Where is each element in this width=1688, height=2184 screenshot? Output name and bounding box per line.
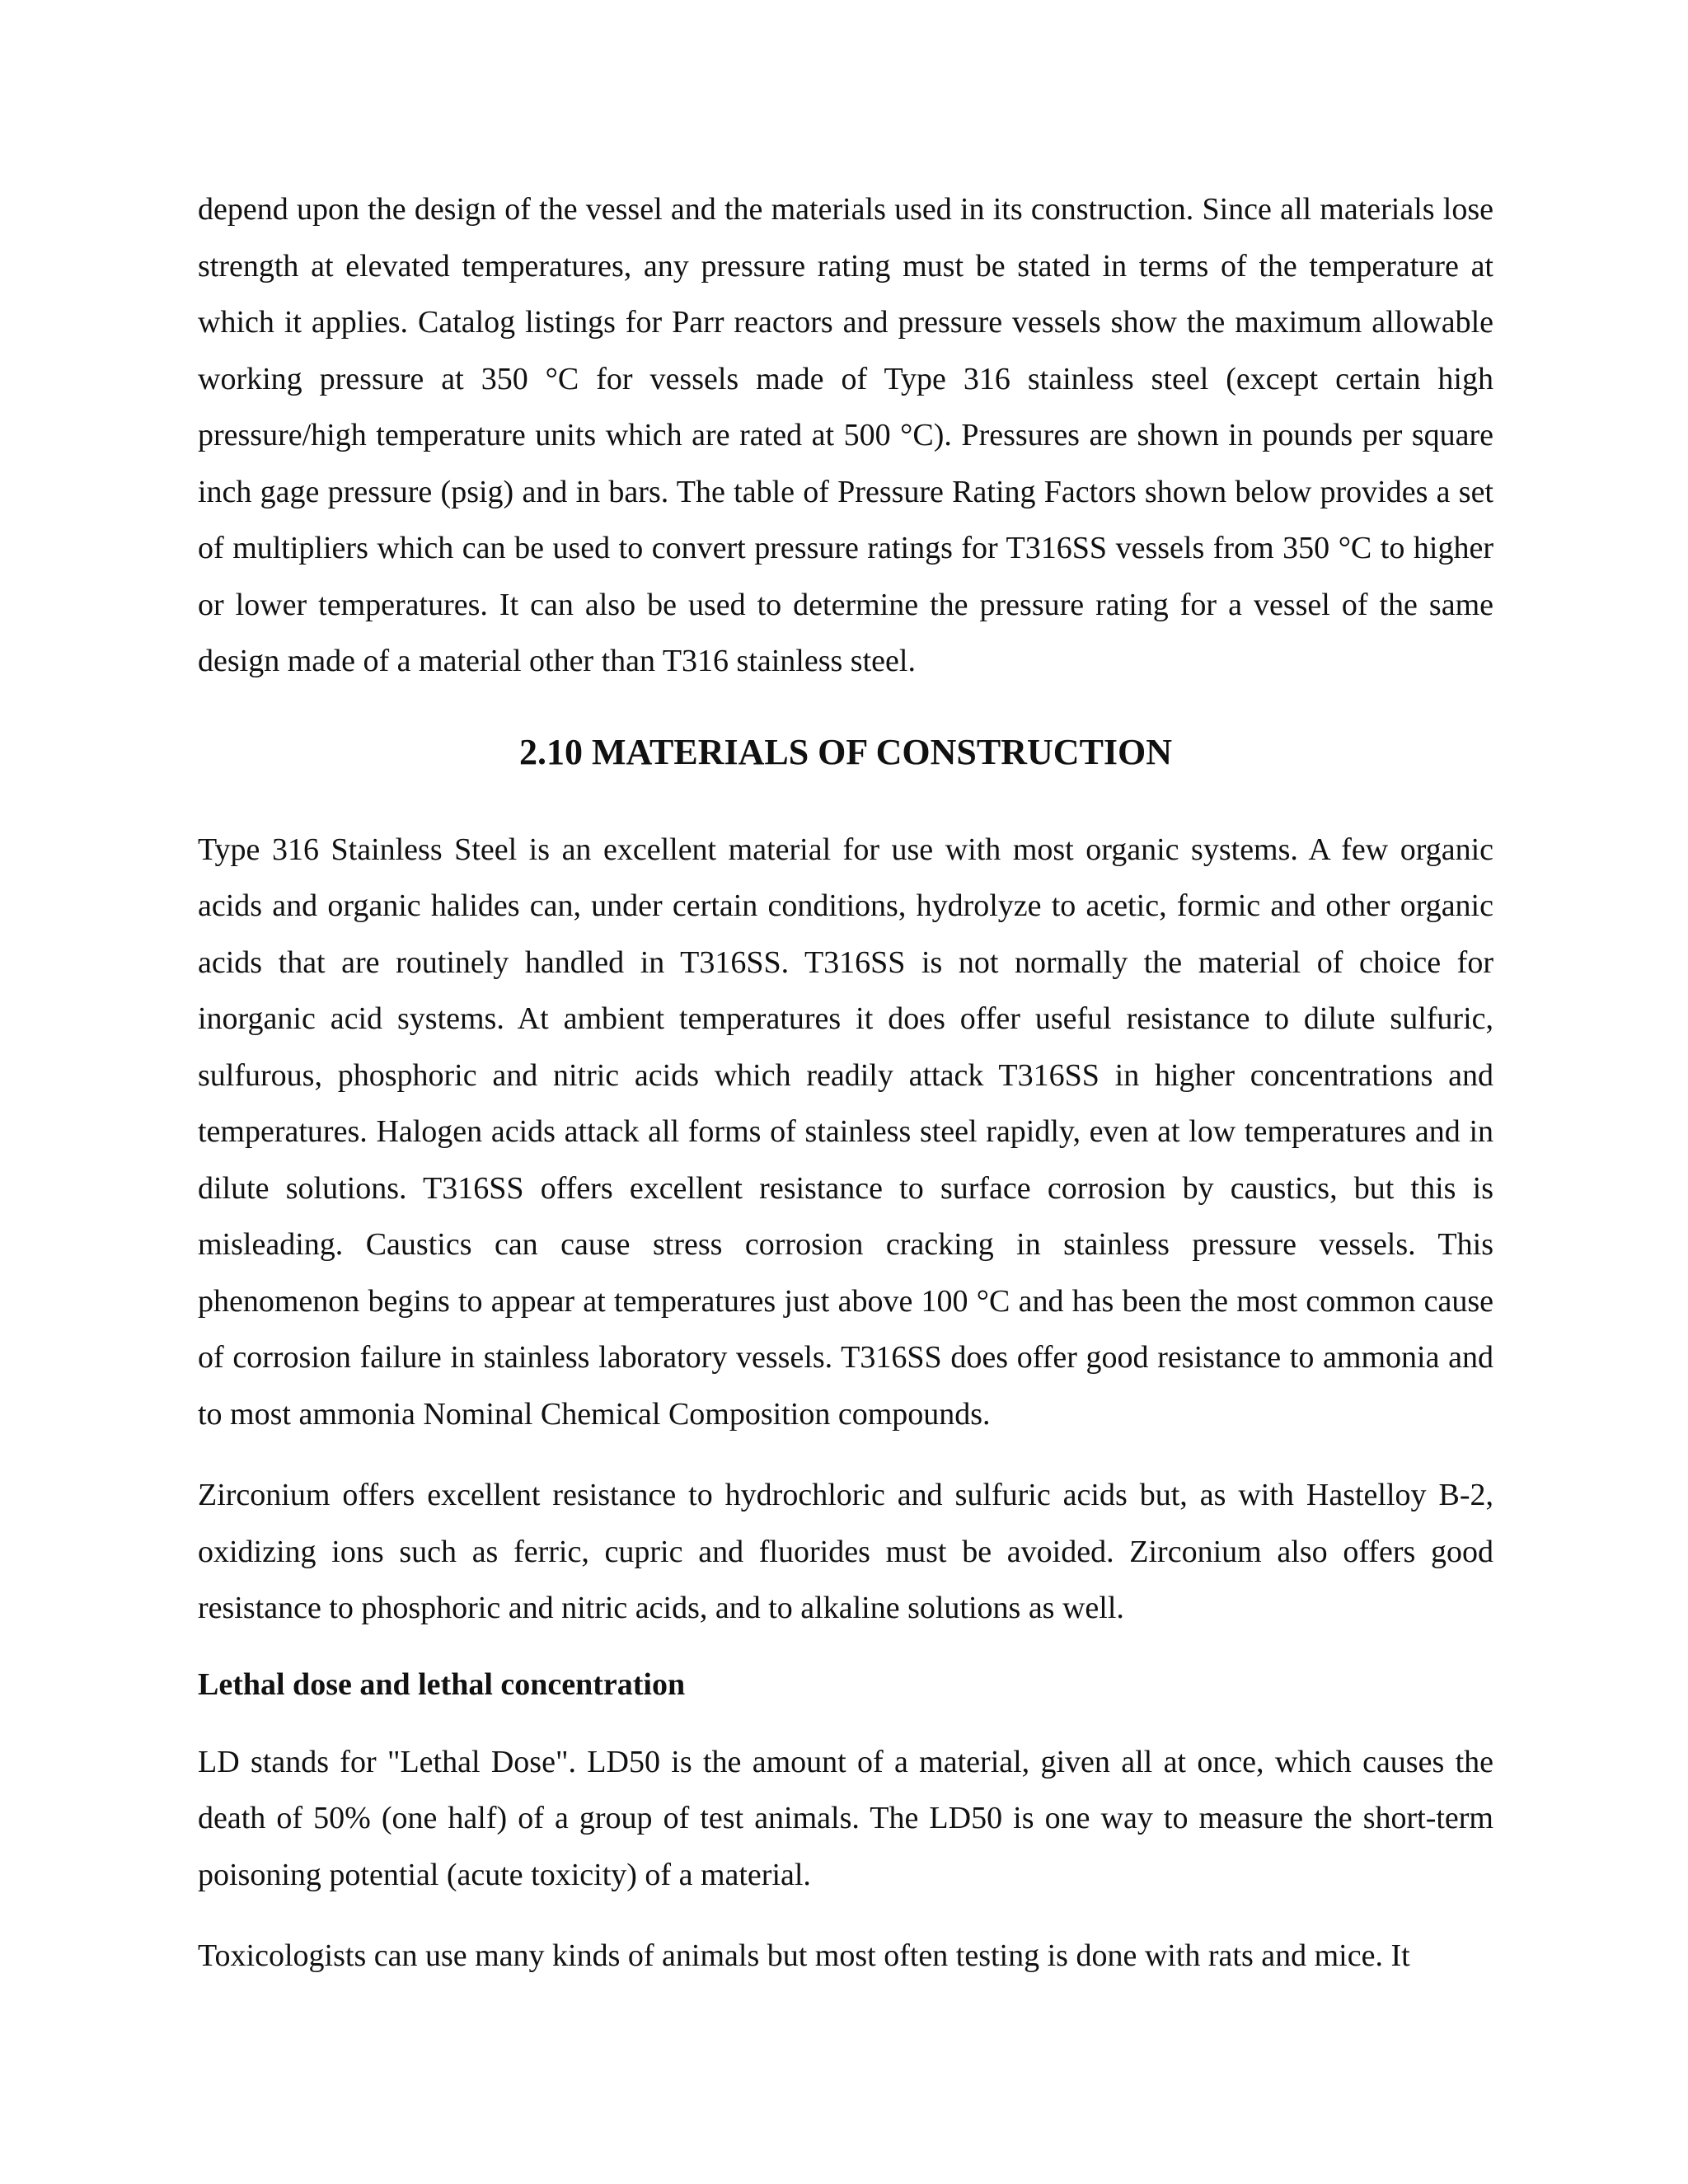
toxicologists-paragraph: Toxicologists can use many kinds of animals but most often testing is done with rats and mice. It [198, 1938, 1410, 1973]
intro-paragraph: depend upon the design of the vessel and the materials used in its construction. Since all materials lose strength at elevated temperatures, any pressure rating must be stated in terms of the temperature at which it applies. Catalog listings for Parr reactors and pressure vessels show the maximum allowable working pressure at 350 °C for vessels made of Type 316 stainless steel (except certain high pressure/high temperature units which are rated at 500 °C). Pressures are shown in pounds per square inch gage pressure (psig) and in bars. The table of Pressure Rating Factors shown below provides a set of multipliers which can be used to convert pressure ratings for T316SS vessels from 350 °C to higher or lower temperatures. It can also be used to determine the pressure rating for a vessel of the same design made of a material other than T316 stainless steel. [198, 192, 1493, 678]
section-heading: 2.10 MATERIALS OF CONSTRUCTION [518, 731, 1173, 772]
materials-paragraph-2: Zirconium offers excellent resistance to hydrochloric and sulfuric acids but, as with Hastelloy B-2, oxidizing ions such as ferric, cupric and fluorides must be avoided. Zirconium also offers good resistance to phosphoric and nitric acids, and to alkaline solutions as well. [198, 1478, 1493, 1625]
materials-paragraph-1: Type 316 Stainless Steel is an excellent material for use with most organic systems. A few organic acids and organic halides can, under certain conditions, hydrolyze to acetic, formic and other organic acids that are routinely handled in T316SS. T316SS is not normally the material of choice for inorganic acid systems. At ambient temperatures it does offer useful resistance to dilute sulfuric, sulfurous, phosphoric and nitric acids which readily attack T316SS in higher concentrations and temperatures. Halogen acids attack all forms of stainless steel rapidly, even at low temperatures and in dilute solutions. T316SS offers excellent resistance to surface corrosion by caustics, but this is misleading. Caustics can cause stress corrosion cracking in stainless pressure vessels. This phenomenon begins to appear at temperatures just above 100 °C and has been the most common cause of corrosion failure in stainless laboratory vessels. T316SS does offer good resistance to ammonia and to most ammonia Nominal Chemical Composition compounds. [198, 832, 1493, 1432]
lethal-dose-subheading: Lethal dose and lethal concentration [198, 1666, 686, 1702]
document-page [198, 181, 1493, 1985]
ld-paragraph: LD stands for "Lethal Dose". LD50 is the amount of a material, given all at once, which causes the death of 50% (one half) of a group of test animals. The LD50 is one way to measure the short-term poisoning potential (acute toxicity) of a material. [198, 1744, 1493, 1892]
